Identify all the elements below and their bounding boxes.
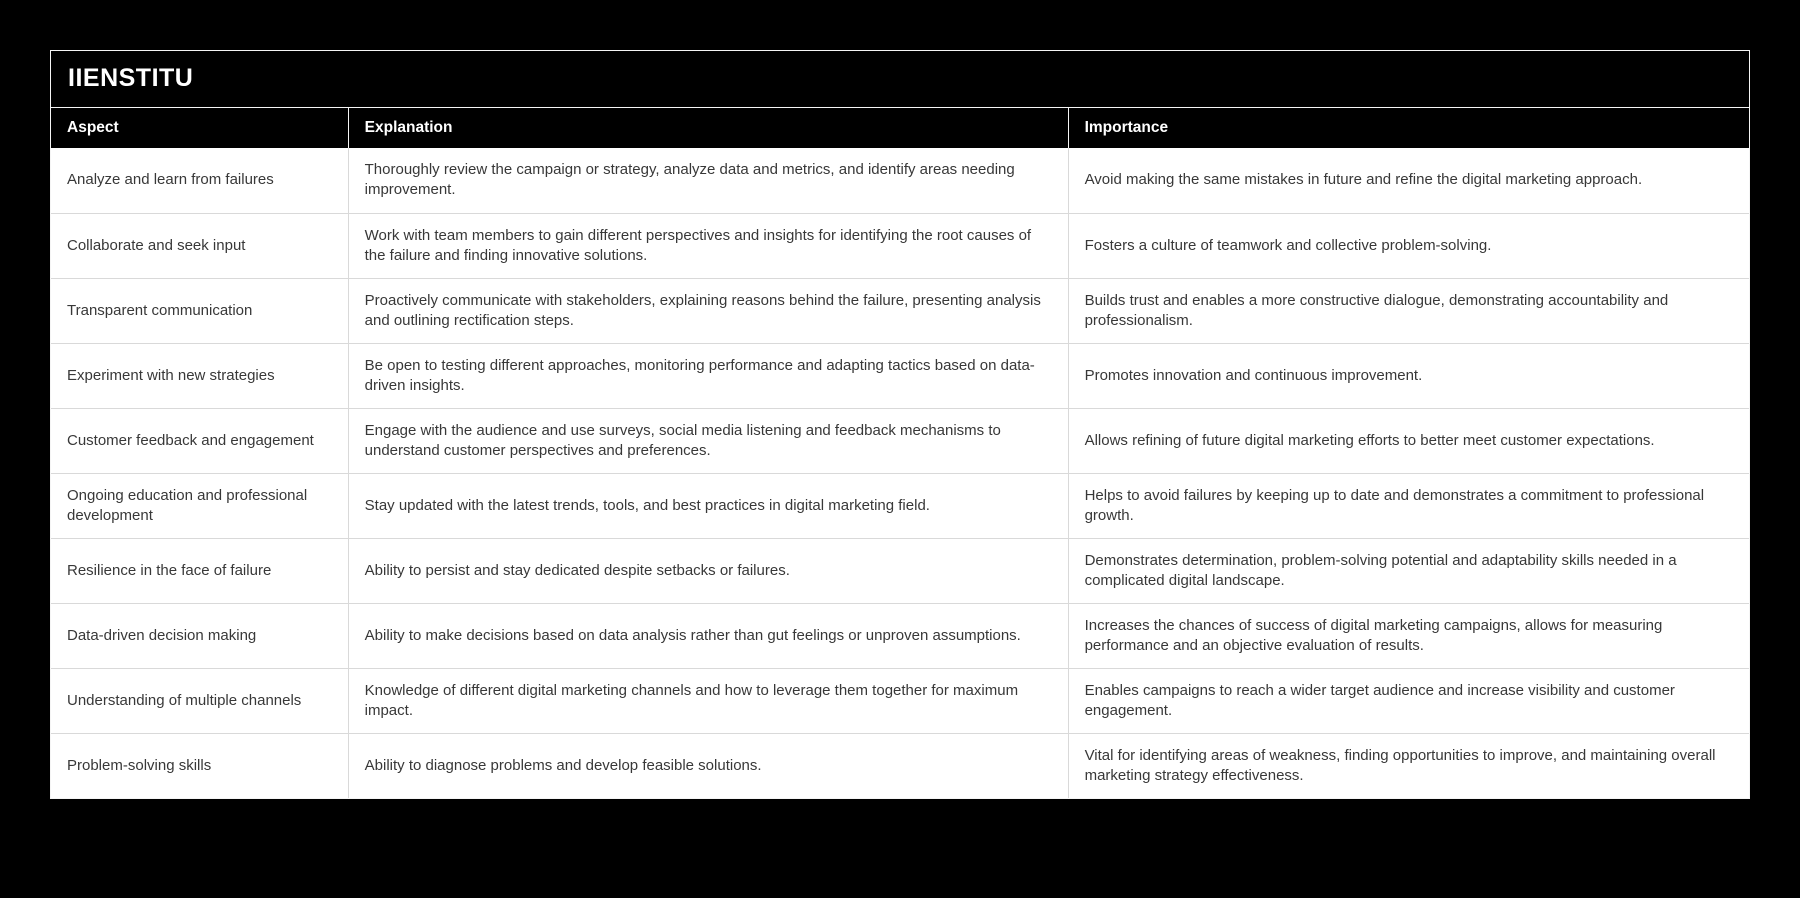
- aspect-cell: Resilience in the face of failure: [51, 538, 348, 603]
- aspect-cell: Transparent communication: [51, 278, 348, 343]
- table-row: [51, 213, 1749, 278]
- aspect-cell: Ongoing education and professional development: [51, 473, 348, 538]
- aspect-cell: Analyze and learn from failures: [51, 148, 348, 213]
- importance-cell: Builds trust and enables a more constructive dialogue, demonstrating accountability and professionalism.: [1068, 278, 1749, 343]
- importance-cell: Enables campaigns to reach a wider target audience and increase visibility and customer engagement.: [1068, 668, 1749, 733]
- table-row: [51, 408, 1749, 473]
- explanation-cell: Be open to testing different approaches, monitoring performance and adapting tactics based on data-driven insights.: [348, 343, 1068, 408]
- aspect-cell: Customer feedback and engagement: [51, 408, 348, 473]
- aspect-cell: Collaborate and seek input: [51, 213, 348, 278]
- importance-cell: Helps to avoid failures by keeping up to date and demonstrates a commitment to professional growth.: [1068, 473, 1749, 538]
- table-row: [51, 733, 1749, 798]
- column-header-explanation: Explanation: [348, 108, 1068, 148]
- column-header-importance: Importance: [1068, 108, 1749, 148]
- table-row: [51, 538, 1749, 603]
- importance-cell: Promotes innovation and continuous improvement.: [1068, 343, 1749, 408]
- explanation-cell: Stay updated with the latest trends, tools, and best practices in digital marketing field.: [348, 473, 1068, 538]
- aspect-cell: Problem-solving skills: [51, 733, 348, 798]
- table-header: [51, 108, 1749, 148]
- importance-cell: Allows refining of future digital marketing efforts to better meet customer expectations.: [1068, 408, 1749, 473]
- aspect-cell: Experiment with new strategies: [51, 343, 348, 408]
- page-background: [0, 50, 1800, 898]
- aspect-cell: Data-driven decision making: [51, 603, 348, 668]
- explanation-cell: Ability to persist and stay dedicated despite setbacks or failures.: [348, 538, 1068, 603]
- explanation-cell: Ability to diagnose problems and develop feasible solutions.: [348, 733, 1068, 798]
- importance-cell: Fosters a culture of teamwork and collective problem-solving.: [1068, 213, 1749, 278]
- explanation-cell: Proactively communicate with stakeholders, explaining reasons behind the failure, presenting analysis and outlining rectification steps.: [348, 278, 1068, 343]
- table-row: [51, 148, 1749, 213]
- table-row: [51, 473, 1749, 538]
- explanation-cell: Work with team members to gain different perspectives and insights for identifying the root causes of the failure and finding innovative solutions.: [348, 213, 1068, 278]
- table-row: [51, 343, 1749, 408]
- aspect-cell: Understanding of multiple channels: [51, 668, 348, 733]
- failure-management-table: [50, 50, 1750, 799]
- importance-cell: Vital for identifying areas of weakness, finding opportunities to improve, and maintaining overall marketing strategy effectiveness.: [1068, 733, 1749, 798]
- table-row: [51, 603, 1749, 668]
- importance-cell: Increases the chances of success of digital marketing campaigns, allows for measuring performance and an objective evaluation of results.: [1068, 603, 1749, 668]
- table-title: IIENSTITU: [51, 51, 1749, 108]
- table-body: [51, 148, 1749, 798]
- explanation-cell: Knowledge of different digital marketing channels and how to leverage them together for maximum impact.: [348, 668, 1068, 733]
- table-row: [51, 668, 1749, 733]
- importance-cell: Demonstrates determination, problem-solving potential and adaptability skills needed in a complicated digital landscape.: [1068, 538, 1749, 603]
- header-row: [51, 108, 1749, 148]
- explanation-cell: Engage with the audience and use surveys, social media listening and feedback mechanisms to understand customer perspectives and preferences.: [348, 408, 1068, 473]
- importance-cell: Avoid making the same mistakes in future and refine the digital marketing approach.: [1068, 148, 1749, 213]
- explanation-cell: Ability to make decisions based on data analysis rather than gut feelings or unproven assumptions.: [348, 603, 1068, 668]
- column-header-aspect: Aspect: [51, 108, 348, 148]
- explanation-cell: Thoroughly review the campaign or strategy, analyze data and metrics, and identify areas needing improvement.: [348, 148, 1068, 213]
- table-row: [51, 278, 1749, 343]
- data-table: [51, 108, 1749, 798]
